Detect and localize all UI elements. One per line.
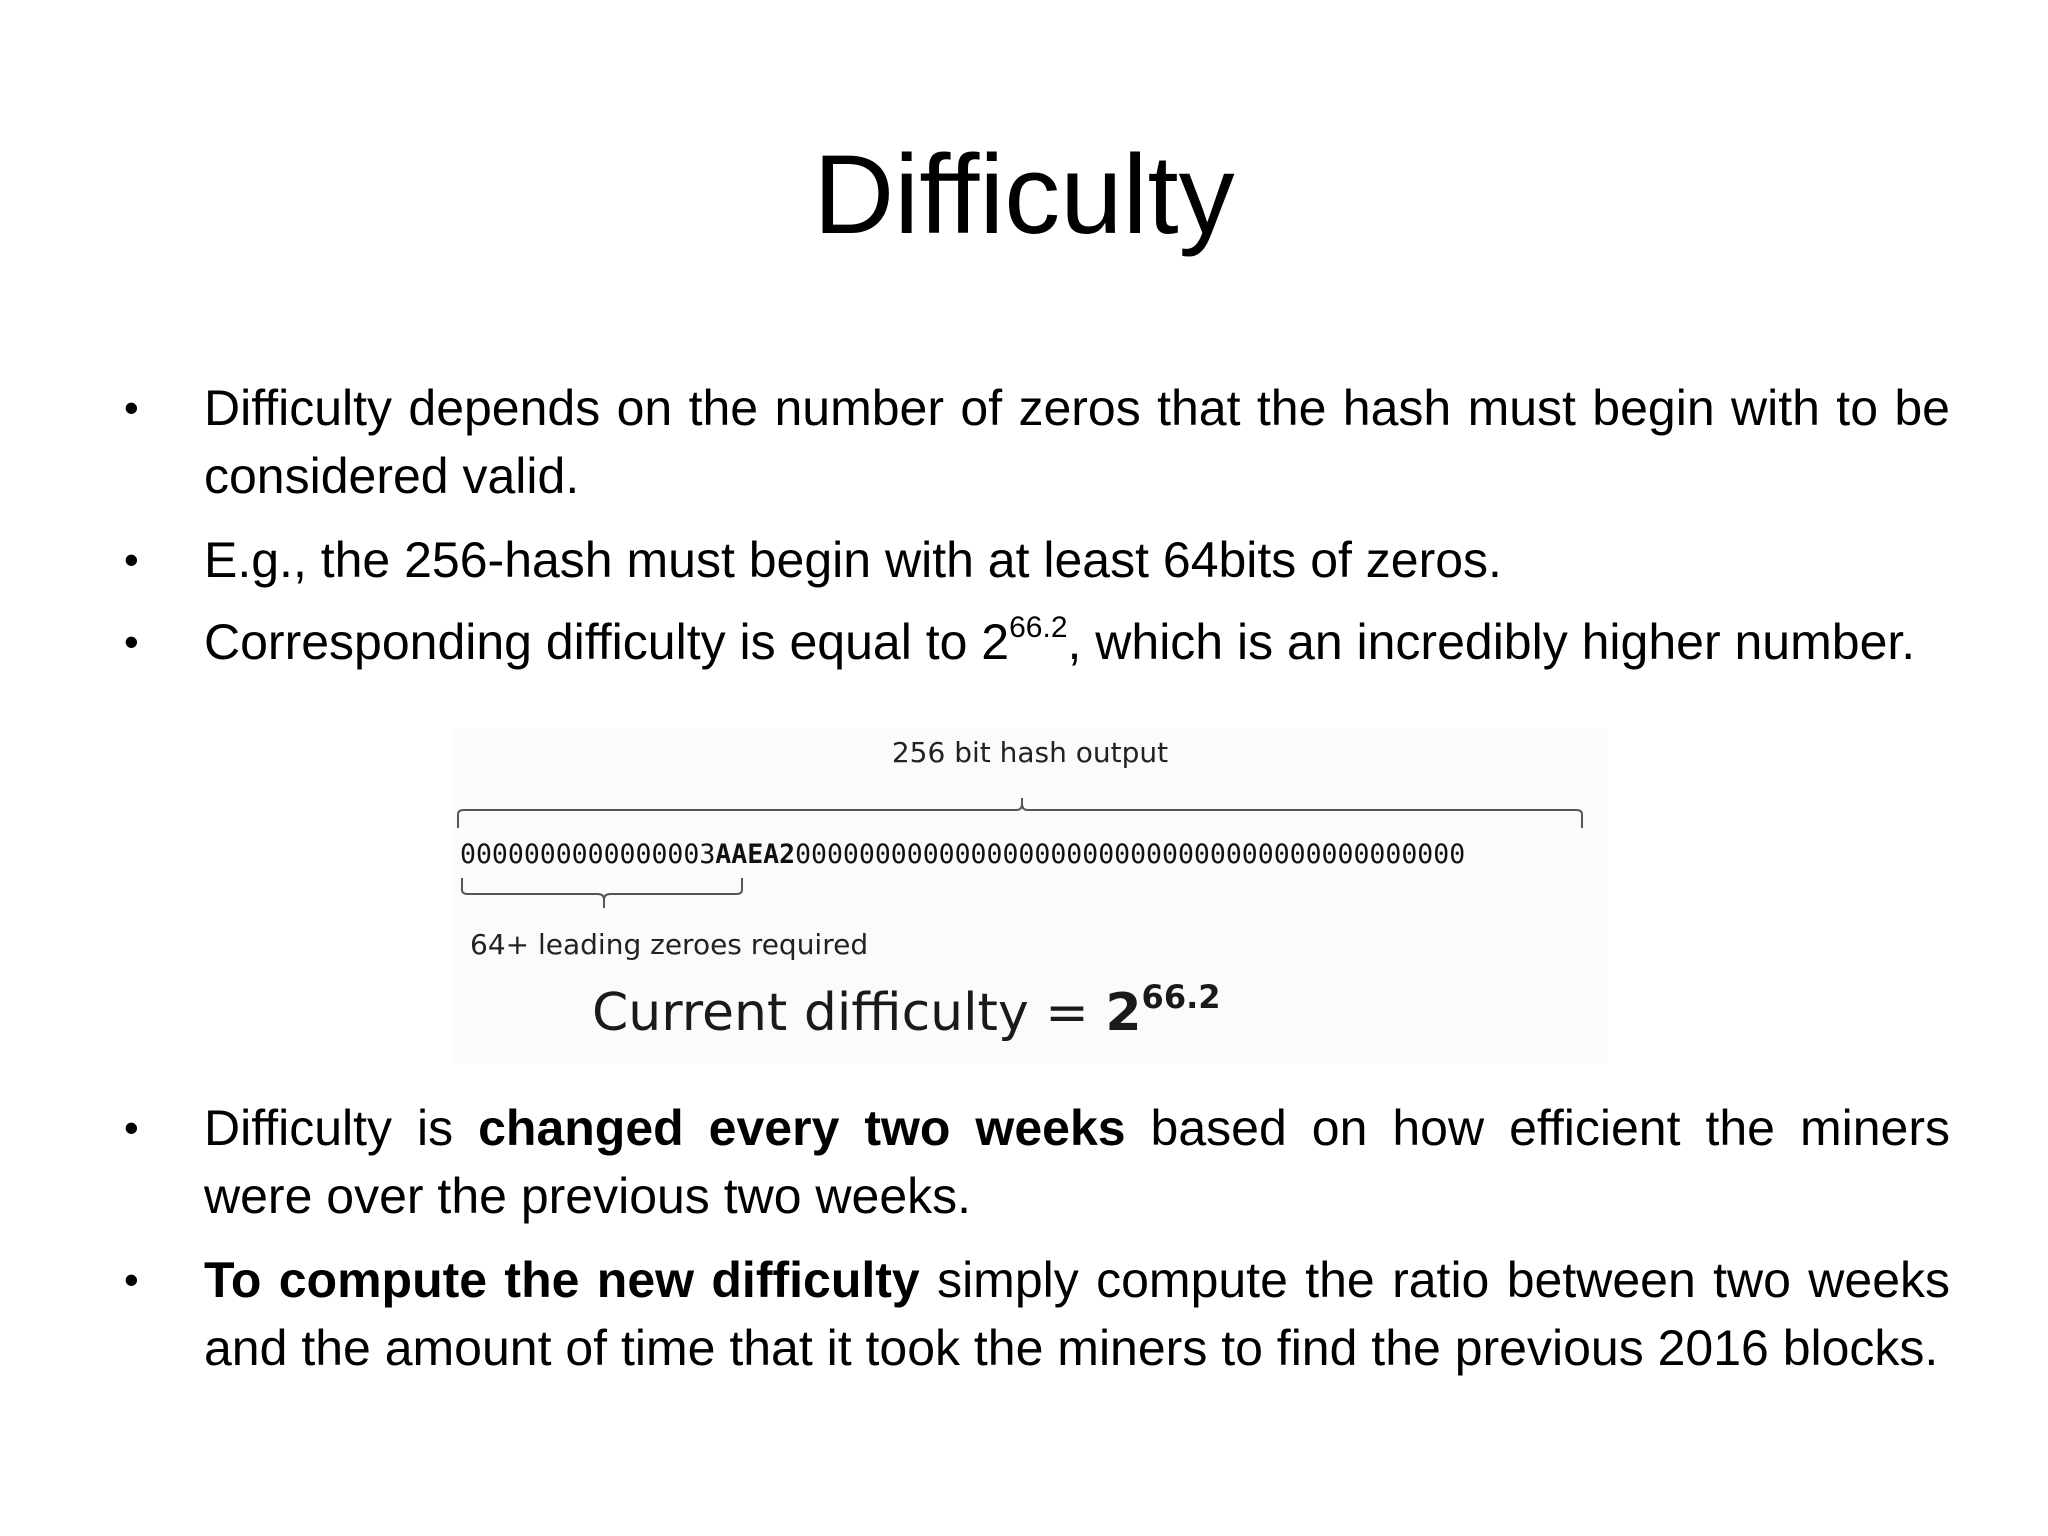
bullet-text-after: based on how efficient the miners were over the previous two weeks. — [204, 1100, 1950, 1224]
bottom-brace — [462, 878, 742, 908]
hash-value — [460, 838, 1465, 872]
bullet-dot: • — [124, 1256, 139, 1303]
exponent: 66.2 — [1009, 611, 1068, 645]
bullet-text — [204, 608, 1950, 676]
hash-middle: AAEA2 — [715, 839, 796, 870]
current-difficulty-base: 2 — [1105, 983, 1142, 1043]
bullet-text-before: Corresponding difficulty is equal to 2 — [204, 614, 1010, 670]
current-difficulty-label: Current difficulty = — [592, 983, 1106, 1043]
hash-prefix: 0000000000000003 — [460, 839, 716, 870]
bullet-text — [204, 1094, 1950, 1230]
bullet-bold-text: changed every two weeks — [478, 1100, 1126, 1156]
current-difficulty — [592, 978, 1221, 1054]
bullet-dot: • — [124, 1104, 139, 1151]
slide-title: Difficulty — [813, 132, 1235, 257]
bullet-dot: • — [124, 384, 139, 431]
leading-zeros-label: 64+ leading zeroes required — [470, 928, 869, 961]
bullet-text-after: simply compute the ratio between two weeks and the amount of time that it took the miners to find the previous 2016 blocks. — [204, 1252, 1951, 1376]
hash-diagram — [452, 728, 1608, 1064]
current-difficulty-exponent: 66.2 — [1141, 978, 1221, 1016]
bullet-dot: • — [124, 618, 139, 665]
bullet-dot: • — [124, 536, 139, 583]
bullet-item — [124, 1246, 1950, 1382]
hash-suffix: 000000000000000000000000000000000000000000 — [795, 839, 1466, 870]
bullet-text-before: Difficulty is — [204, 1100, 479, 1156]
bullet-text — [204, 1246, 1950, 1382]
bullet-item — [124, 608, 1950, 676]
bullet-item — [124, 374, 1950, 510]
bullet-item — [124, 1094, 1950, 1230]
hash-output-label: 256 bit hash output — [891, 736, 1169, 769]
bullet-text-after: , which is an incredibly higher number. — [1067, 614, 1916, 670]
bullet-item — [124, 526, 1950, 594]
bullet-text: E.g., the 256-hash must begin with at least 64bits of zeros. — [204, 532, 1502, 588]
bullet-bold-text: To compute the new difficulty — [204, 1252, 920, 1308]
top-brace — [458, 798, 1582, 828]
bullet-text: Difficulty depends on the number of zeros that the hash must begin with to be considered valid. — [204, 380, 1950, 504]
